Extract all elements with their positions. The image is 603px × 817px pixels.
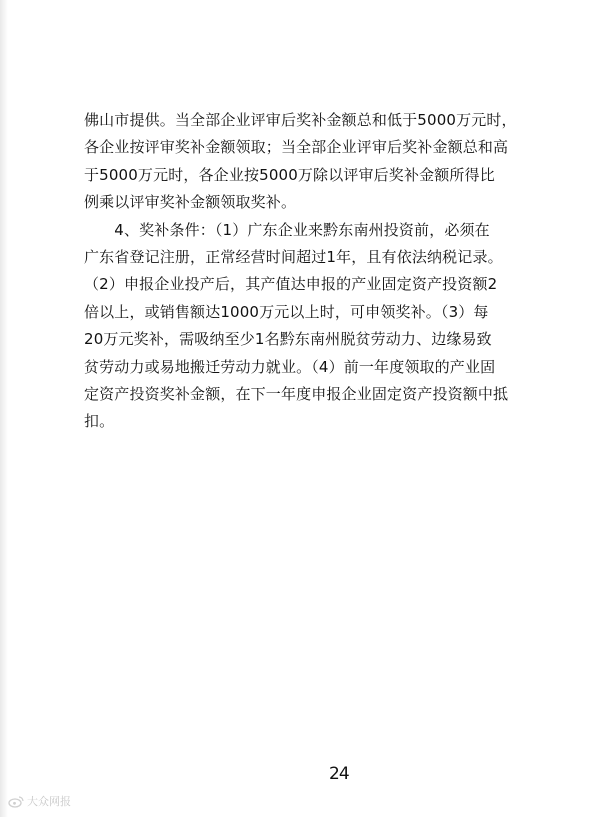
weibo-logo-icon (8, 795, 24, 808)
text-line: 定资产投资奖补金额，在下一年度申报企业固定资产投资额中抵 (84, 385, 509, 404)
text-line: 倍以上，或销售额达1000万元以上时，可申领奖补。（3）每 (84, 302, 489, 321)
text-line: 4、奖补条件：（1）广东企业来黔东南州投资前，必须在 (84, 220, 490, 239)
text-line: 贫劳动力或易地搬迁劳动力就业。（4）前一年度领取的产业固 (84, 357, 496, 376)
text-line: （2）申报企业投产后，其产值达申报的产业固定资产投资额2 (84, 275, 498, 294)
text-line: 扣。 (84, 412, 115, 431)
watermark (8, 793, 71, 809)
text-line: 各企业按评审奖补金额领取；当全部企业评审后奖补金额总和高 (84, 138, 509, 157)
page-edge-shadow (0, 0, 8, 817)
document-body (84, 107, 546, 436)
text-line: 广东省登记注册，正常经营时间超过1年，且有依法纳税记录。 (84, 248, 503, 267)
text-line: 于5000万元时，各企业按5000万除以评审后奖补金额所得比 (84, 165, 495, 184)
text-line: 20万元奖补，需吸纳至少1名黔东南州脱贫劳动力、边缘易致 (84, 330, 492, 349)
page-number: 24 (329, 764, 349, 784)
text-line: 佛山市提供。当全部企业评审后奖补金额总和低于5000万元时， (84, 111, 517, 129)
watermark-text: 大众网报 (27, 795, 71, 808)
text-line: 例乘以评审奖补金额领取奖补。 (84, 193, 297, 212)
